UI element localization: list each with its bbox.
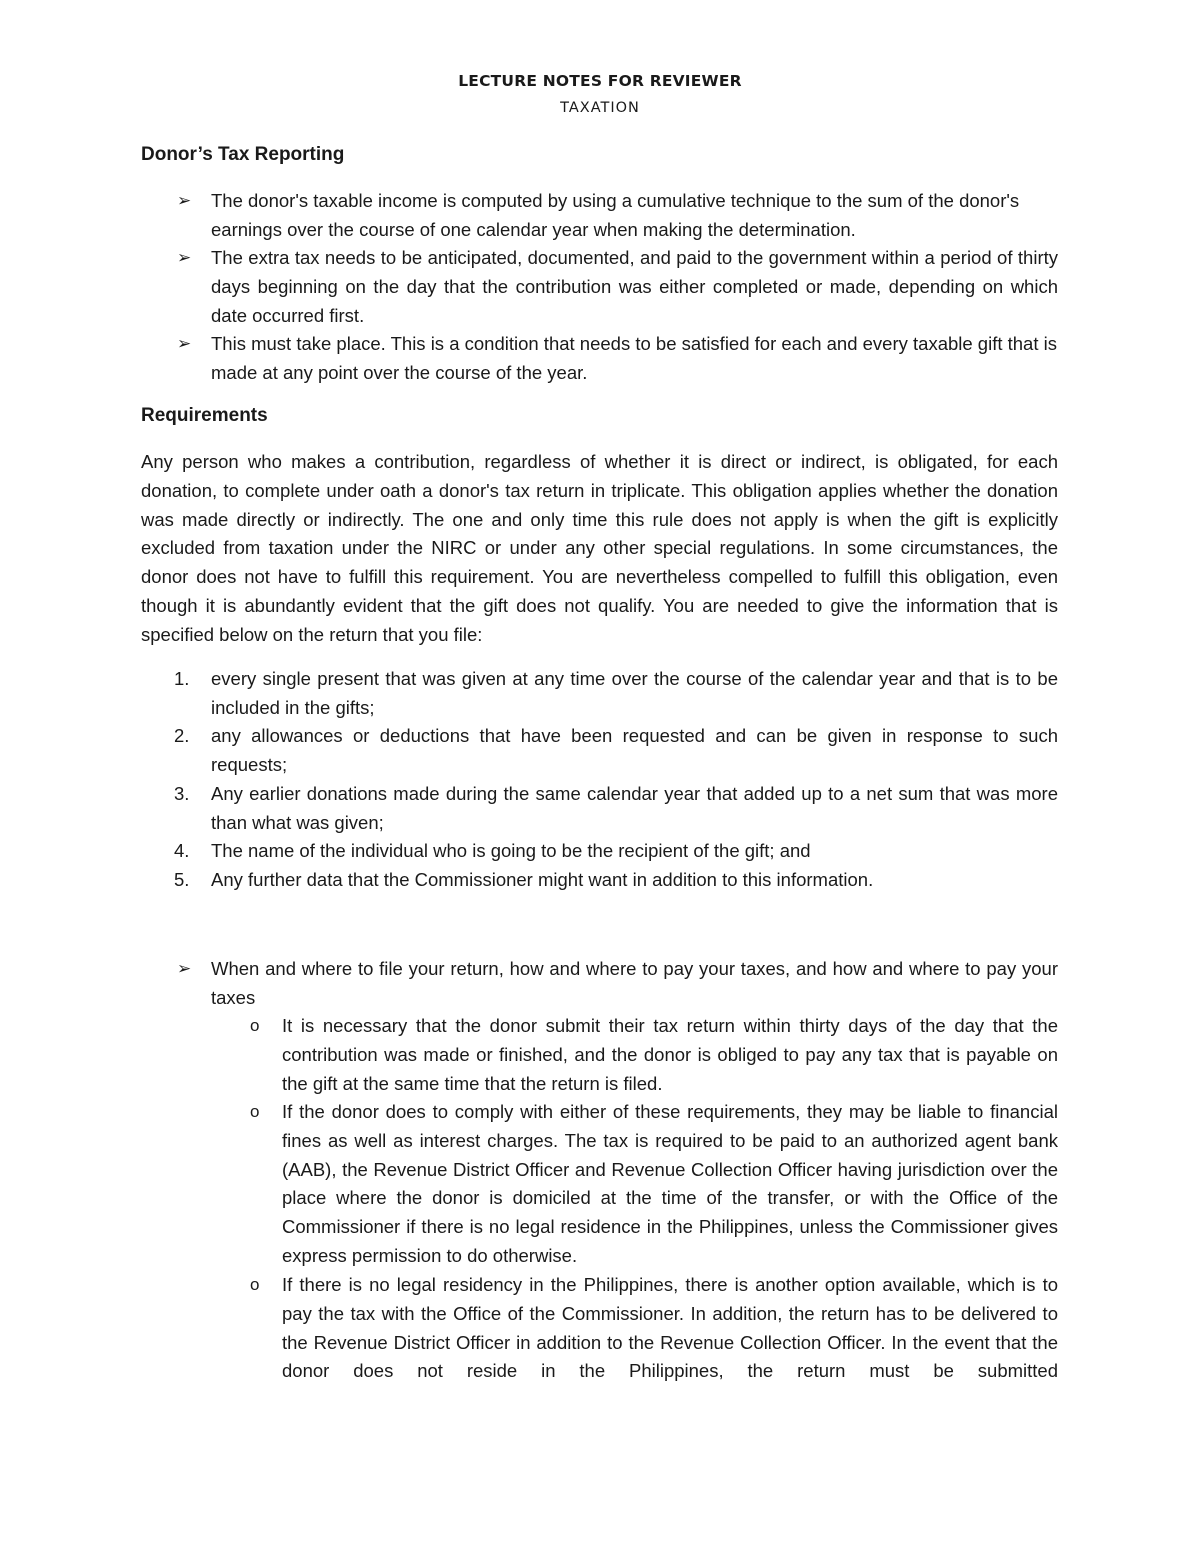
section-heading-donors-tax: Donor’s Tax Reporting xyxy=(141,144,345,165)
page-subtitle: TAXATION xyxy=(560,100,640,116)
list-number: 5. xyxy=(174,869,190,890)
list-item-text: Any earlier donations made during the same calendar year that added up to a net sum that was more than what was given; xyxy=(211,783,1058,833)
sub-list-item xyxy=(250,1098,1058,1271)
list-item xyxy=(177,330,1058,388)
circle-bullet-icon: o xyxy=(250,1016,260,1035)
arrow-bullet-icon: ➢ xyxy=(177,334,192,353)
list-item-text: It is necessary that the donor submit their tax return within thirty days of the day that the contribution was made or finished, and the donor is obliged to pay any tax that is payable on the gift at the same time that the return is filed. xyxy=(282,1015,1058,1094)
circle-bullet-icon: o xyxy=(250,1275,260,1294)
sub-list-item xyxy=(250,1271,1058,1386)
list-number: 3. xyxy=(174,783,190,804)
list-number: 4. xyxy=(174,840,190,861)
list-item-text: any allowances or deductions that have been requested and can be given in response to such requests; xyxy=(211,725,1058,775)
section-heading-requirements: Requirements xyxy=(141,405,268,426)
list-item-text: every single present that was given at any time over the course of the calendar year and that is to be included in the gifts; xyxy=(211,668,1058,718)
list-item-text: Any further data that the Commissioner might want in addition to this information. xyxy=(211,869,874,890)
list-item-text: The extra tax needs to be anticipated, documented, and paid to the government within a period of thirty days beginning on the day that the contribution was either completed or made, depending on which date occurred first. xyxy=(211,247,1058,326)
list-item-text: If the donor does to comply with either of these requirements, they may be liable to financial fines as well as interest charges. The tax is required to be paid to an authorized agent bank (AAB), the Revenue District Officer and Revenue Collection Officer having jurisdiction over the place where the donor is domiciled at the time of the transfer, or with the Office of the Commissioner if there is no legal residence in the Philippines, unless the Commissioner gives express permission to do otherwise. xyxy=(282,1101,1058,1266)
circle-bullet-icon: o xyxy=(250,1102,260,1121)
arrow-bullet-icon: ➢ xyxy=(177,959,192,978)
page-title: LECTURE NOTES FOR REVIEWER xyxy=(458,72,742,90)
sub-list-item xyxy=(250,1012,1058,1098)
list-item xyxy=(174,866,1058,895)
list-item-text: When and where to file your return, how and where to pay your taxes, and how and where to pay your taxes xyxy=(211,958,1058,1008)
list-item xyxy=(177,244,1058,330)
list-item xyxy=(174,780,1058,838)
list-item-text: The name of the individual who is going to be the recipient of the gift; and xyxy=(211,840,811,861)
list-item xyxy=(174,722,1058,780)
list-item xyxy=(177,955,1058,1013)
list-number: 2. xyxy=(174,725,190,746)
list-item xyxy=(177,187,1058,245)
list-item-text: The donor's taxable income is computed by using a cumulative technique to the sum of the donor's earnings over the course of one calendar year when making the determination. xyxy=(211,190,1020,240)
list-item-text: This must take place. This is a condition that needs to be satisfied for each and every taxable gift that is made at any point over the course of the year. xyxy=(211,333,1057,383)
list-number: 1. xyxy=(174,668,190,689)
list-item xyxy=(174,665,1058,723)
arrow-bullet-icon: ➢ xyxy=(177,191,192,210)
list-item-text: If there is no legal residency in the Philippines, there is another option available, which is to pay the tax with the Office of the Commissioner. In addition, the return has to be delivered to the Revenue District Officer in addition to the Revenue Collection Officer. In the event that the donor does not reside in the Philippines, the return must be submitted xyxy=(282,1274,1058,1382)
requirements-paragraph: Any person who makes a contribution, regardless of whether it is direct or indirect, is obligated, for each donation, to complete under oath a donor's tax return in triplicate. This obligation applies whether the donation was made directly or indirectly. The one and only time this rule does not apply is when the gift is explicitly excluded from taxation under the NIRC or under any other special regulations. In some circumstances, the donor does not have to fulfill this requirement. You are nevertheless compelled to fulfill this obligation, even though it is abundantly evident that the gift does not qualify. You are needed to give the information that is specified below on the return that you file: xyxy=(141,451,1058,645)
arrow-bullet-icon: ➢ xyxy=(177,248,192,267)
list-item xyxy=(174,837,1058,866)
